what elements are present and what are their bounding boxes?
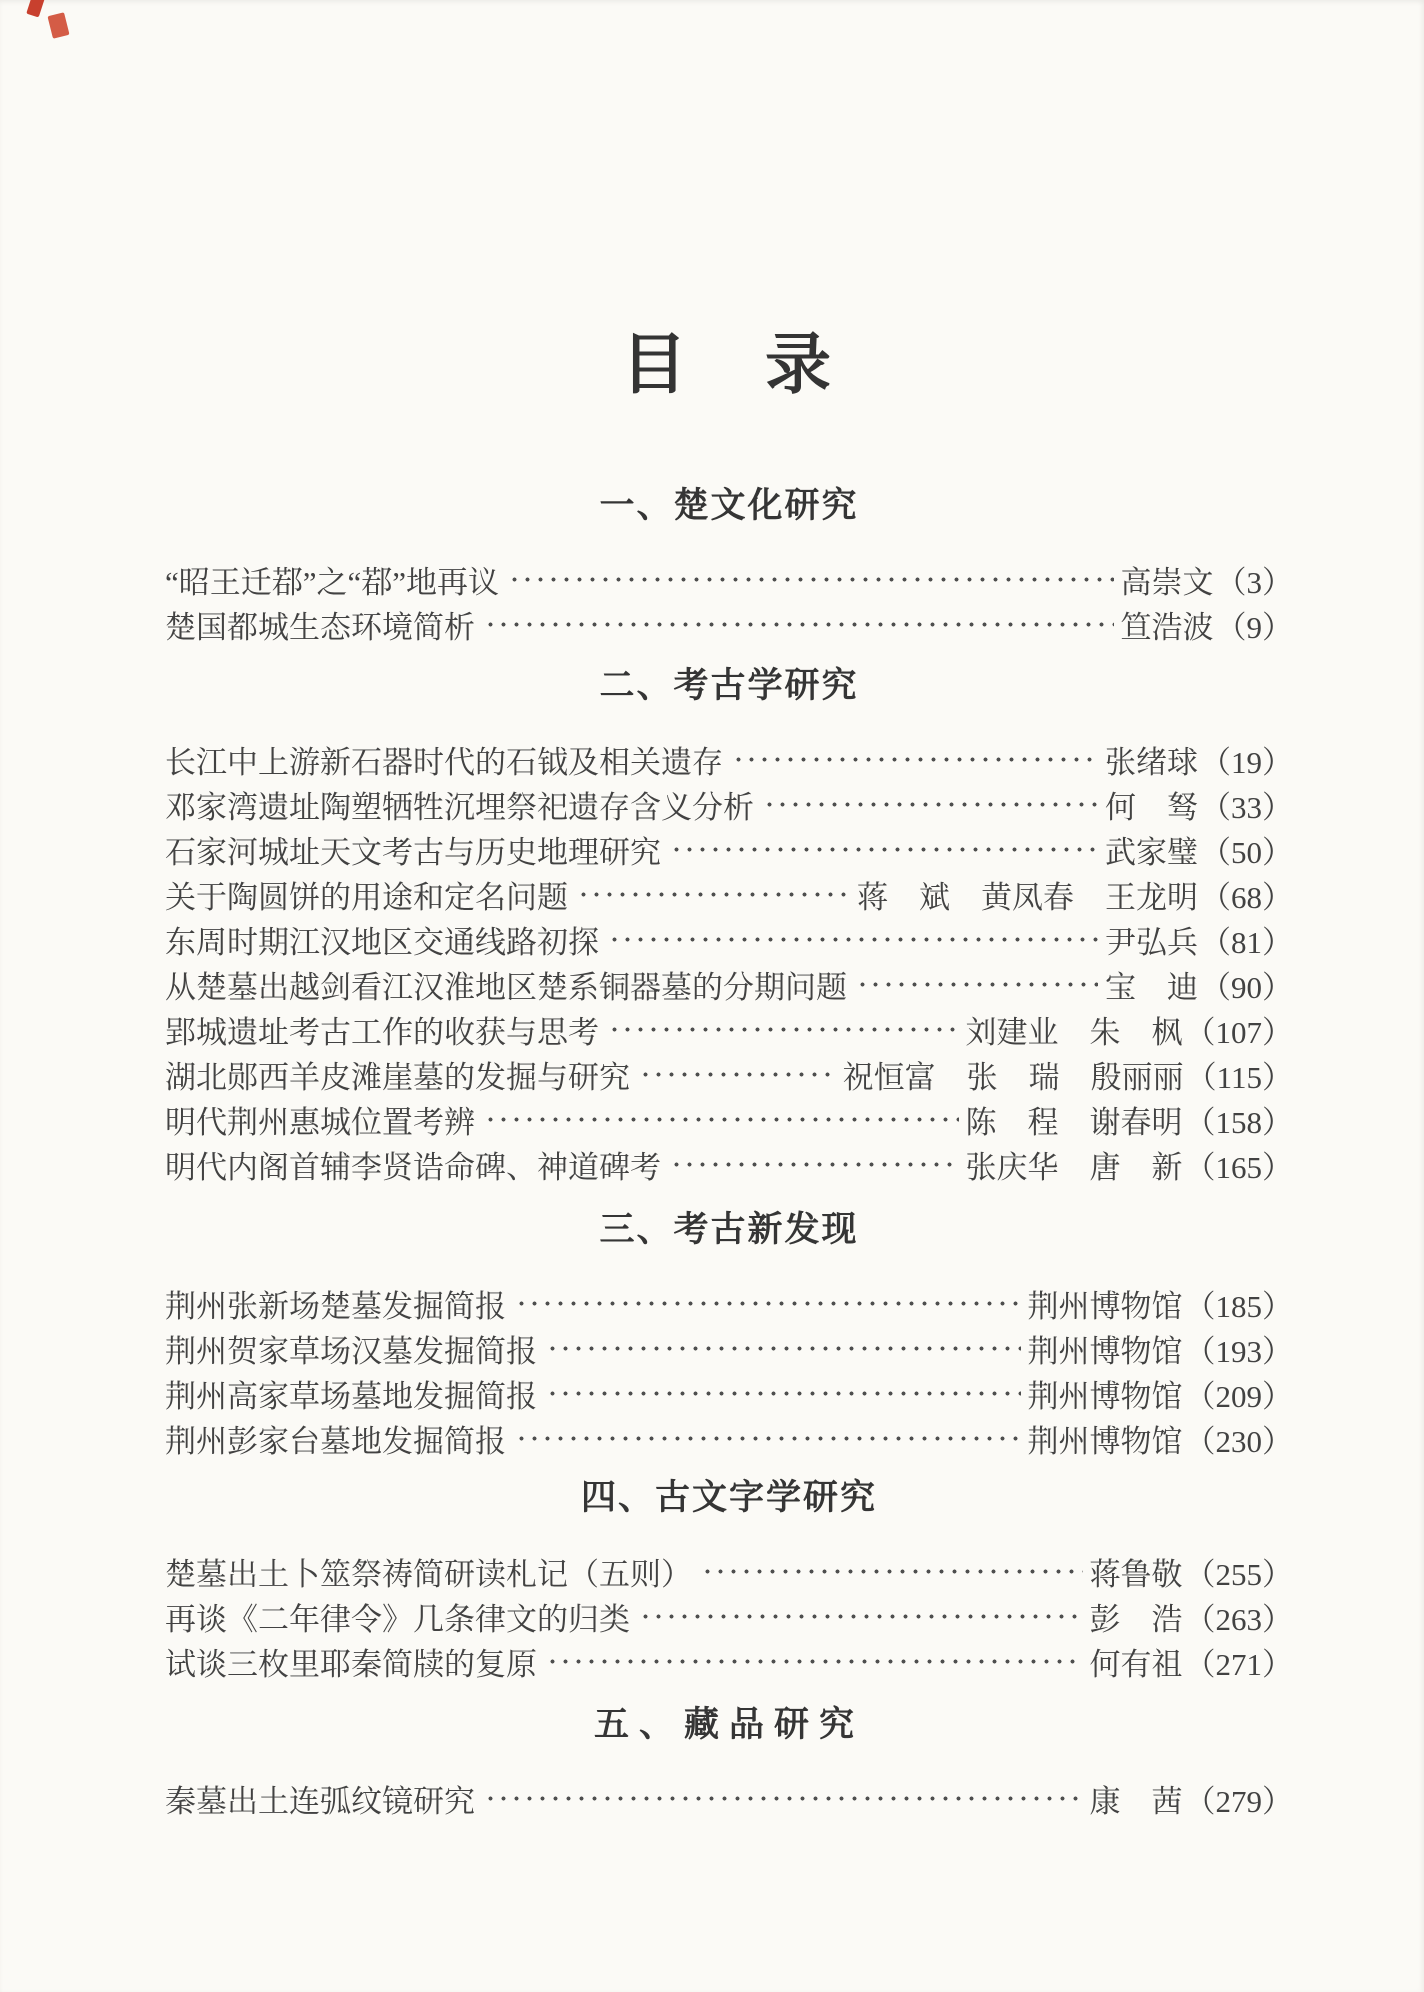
entry-title: 楚国都城生态环境简析 bbox=[165, 610, 475, 645]
entry-authors: 尹弘兵 bbox=[1105, 925, 1198, 960]
entry-page-number: （68） bbox=[1200, 880, 1293, 915]
entry-title: 荆州张新场楚墓发掘简报 bbox=[165, 1289, 506, 1324]
toc-entry bbox=[165, 1326, 1293, 1371]
dot-leader bbox=[670, 1142, 959, 1187]
section-entries-5 bbox=[165, 1776, 1293, 1821]
entry-authors: 荆州博物馆 bbox=[1027, 1424, 1183, 1459]
section-entries-4 bbox=[165, 1549, 1293, 1684]
dot-leader bbox=[546, 1371, 1021, 1416]
toc-entry bbox=[165, 1594, 1293, 1639]
toc-entry bbox=[165, 1142, 1293, 1187]
entry-authors: 彭 浩 bbox=[1089, 1602, 1183, 1637]
toc-entry bbox=[165, 1052, 1293, 1097]
toc-entry bbox=[165, 1007, 1293, 1052]
dot-leader bbox=[546, 1639, 1083, 1684]
entry-authors: 何有祖 bbox=[1089, 1647, 1183, 1682]
toc-entry bbox=[165, 557, 1293, 602]
section-heading-3: 三、考古新发现 bbox=[599, 1210, 859, 1249]
section-entries-1 bbox=[165, 557, 1293, 647]
dot-leader bbox=[608, 1007, 959, 1052]
entry-page-number: （165） bbox=[1184, 1150, 1293, 1185]
entry-page-number: （81） bbox=[1200, 925, 1293, 960]
toc-entry bbox=[165, 827, 1293, 872]
dot-leader bbox=[546, 1326, 1021, 1371]
entry-authors: 蒋鲁敬 bbox=[1089, 1557, 1183, 1592]
entry-title: 邓家湾遗址陶塑牺牲沉埋祭祀遗存含义分析 bbox=[165, 790, 754, 825]
toc-entry bbox=[165, 782, 1293, 827]
entry-title: 长江中上游新石器时代的石钺及相关遗存 bbox=[165, 745, 723, 780]
dot-leader bbox=[608, 917, 1098, 962]
entry-title: 再谈《二年律令》几条律文的归类 bbox=[165, 1602, 630, 1637]
entry-page-number: （255） bbox=[1184, 1557, 1293, 1592]
entry-authors: 武家璧 bbox=[1105, 835, 1198, 870]
section-heading-1: 一、楚文化研究 bbox=[599, 486, 859, 525]
dot-leader bbox=[763, 782, 1098, 827]
entry-page-number: （115） bbox=[1185, 1060, 1293, 1095]
toc-entry bbox=[165, 917, 1293, 962]
section-heading-4: 四、古文字学研究 bbox=[580, 1478, 877, 1517]
toc-entry bbox=[165, 1097, 1293, 1142]
dot-leader bbox=[701, 1549, 1083, 1594]
toc-entry bbox=[165, 1639, 1293, 1684]
entry-authors: 笪浩波 bbox=[1120, 610, 1214, 645]
entry-page-number: （193） bbox=[1184, 1334, 1293, 1369]
entry-page-number: （209） bbox=[1184, 1379, 1293, 1414]
entry-title: 湖北郧西羊皮滩崖墓的发掘与研究 bbox=[165, 1060, 630, 1095]
toc-entry bbox=[165, 1371, 1293, 1416]
entry-page-number: （90） bbox=[1200, 970, 1293, 1005]
entry-title: 关于陶圆饼的用途和定名问题 bbox=[165, 880, 568, 915]
dot-leader bbox=[484, 1776, 1083, 1821]
entry-authors: 陈 程 谢春明 bbox=[965, 1105, 1183, 1140]
dot-leader bbox=[508, 557, 1113, 602]
dot-leader bbox=[670, 827, 1098, 872]
toc-entry bbox=[165, 602, 1293, 647]
entry-page-number: （50） bbox=[1200, 835, 1293, 870]
scan-artifact-red bbox=[26, 0, 45, 18]
toc-entry bbox=[165, 1416, 1293, 1461]
entry-page-number: （19） bbox=[1200, 745, 1293, 780]
entry-title: 从楚墓出越剑看江汉淮地区楚系铜器墓的分期问题 bbox=[165, 970, 847, 1005]
entry-authors: 荆州博物馆 bbox=[1027, 1289, 1183, 1324]
entry-title: 明代荆州惠城位置考辨 bbox=[165, 1105, 475, 1140]
entry-authors: 康 茜 bbox=[1089, 1784, 1183, 1819]
entry-authors: 张绪球 bbox=[1105, 745, 1198, 780]
toc-entry bbox=[165, 962, 1293, 1007]
toc-entry bbox=[165, 1281, 1293, 1326]
entry-authors: 荆州博物馆 bbox=[1027, 1334, 1183, 1369]
entry-page-number: （263） bbox=[1184, 1602, 1293, 1637]
dot-leader bbox=[639, 1594, 1083, 1639]
dot-leader bbox=[639, 1052, 836, 1097]
entry-page-number: （230） bbox=[1184, 1424, 1293, 1459]
section-entries-3 bbox=[165, 1281, 1293, 1461]
entry-authors: 蒋 斌 黄凤春 王龙明 bbox=[857, 880, 1198, 915]
page-title: 目 录 bbox=[621, 329, 837, 402]
scan-artifact-red bbox=[47, 12, 69, 38]
entry-page-number: （271） bbox=[1184, 1647, 1293, 1682]
dot-leader bbox=[732, 737, 1098, 782]
toc-entry bbox=[165, 1776, 1293, 1821]
entry-authors: 刘建业 朱 枫 bbox=[965, 1015, 1183, 1050]
entry-title: 荆州高家草场墓地发掘简报 bbox=[165, 1379, 537, 1414]
entry-authors: 何 驽 bbox=[1105, 790, 1198, 825]
toc-entry bbox=[165, 872, 1293, 917]
entry-page-number: （3） bbox=[1215, 565, 1293, 600]
dot-leader bbox=[484, 602, 1114, 647]
entry-authors: 高崇文 bbox=[1120, 565, 1214, 600]
entry-title: 秦墓出土连弧纹镜研究 bbox=[165, 1784, 475, 1819]
entry-title: 东周时期江汉地区交通线路初探 bbox=[165, 925, 599, 960]
entry-authors: 荆州博物馆 bbox=[1027, 1379, 1183, 1414]
entry-authors: 张庆华 唐 新 bbox=[965, 1150, 1183, 1185]
dot-leader bbox=[515, 1281, 1021, 1326]
entry-page-number: （107） bbox=[1184, 1015, 1293, 1050]
section-heading-5: 五、藏品研究 bbox=[593, 1705, 864, 1744]
entry-page-number: （33） bbox=[1200, 790, 1293, 825]
dot-leader bbox=[515, 1416, 1021, 1461]
dot-leader bbox=[856, 962, 1098, 1007]
entry-page-number: （158） bbox=[1184, 1105, 1293, 1140]
entry-title: 明代内阁首辅李贤诰命碑、神道碑考 bbox=[165, 1150, 661, 1185]
entry-authors: 祝恒富 张 瑞 殷丽丽 bbox=[842, 1060, 1184, 1095]
entry-authors: 宝 迪 bbox=[1105, 970, 1198, 1005]
dot-leader bbox=[484, 1097, 959, 1142]
entry-title: 荆州彭家台墓地发掘简报 bbox=[165, 1424, 506, 1459]
entry-title: 郢城遗址考古工作的收获与思考 bbox=[165, 1015, 599, 1050]
entry-page-number: （9） bbox=[1215, 610, 1293, 645]
toc-entry bbox=[165, 737, 1293, 782]
section-entries-2 bbox=[165, 737, 1293, 1187]
entry-page-number: （185） bbox=[1184, 1289, 1293, 1324]
entry-title: “昭王迁鄀”之“鄀”地再议 bbox=[165, 565, 500, 600]
section-heading-2: 二、考古学研究 bbox=[599, 666, 859, 705]
entry-title: 试谈三枚里耶秦简牍的复原 bbox=[165, 1647, 537, 1682]
entry-title: 楚墓出土卜筮祭祷简研读札记（五则） bbox=[165, 1557, 692, 1592]
entry-page-number: （279） bbox=[1184, 1784, 1293, 1819]
dot-leader bbox=[577, 872, 850, 917]
entry-title: 荆州贺家草场汉墓发掘简报 bbox=[165, 1334, 537, 1369]
toc-entry bbox=[165, 1549, 1293, 1594]
entry-title: 石家河城址天文考古与历史地理研究 bbox=[165, 835, 661, 870]
